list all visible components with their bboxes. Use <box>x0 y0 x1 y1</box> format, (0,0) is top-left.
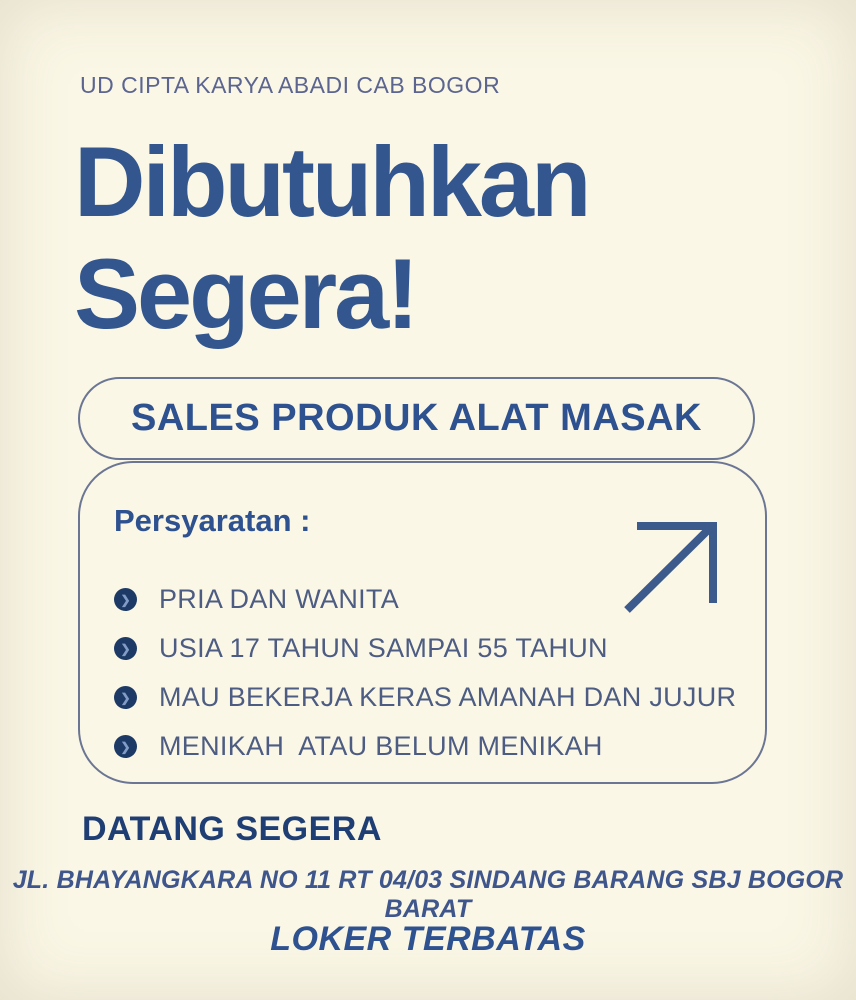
chevron-bullet-icon: ❯ <box>114 588 137 611</box>
address-line: JL. BHAYANGKARA NO 11 RT 04/03 SINDANG BARANG SBJ BOGOR BARAT <box>12 866 844 923</box>
position-label: SALES PRODUK ALAT MASAK <box>131 397 702 439</box>
list-item <box>114 673 736 722</box>
list-item <box>114 722 736 771</box>
requirement-text: PRIA DAN WANITA <box>159 584 400 614</box>
requirements-title: Persyaratan : <box>114 503 311 538</box>
footer-note: LOKER TERBATAS <box>270 920 586 958</box>
company-name: UD CIPTA KARYA ABADI CAB BOGOR <box>80 72 501 98</box>
headline <box>74 126 588 350</box>
requirement-text: USIA 17 TAHUN SAMPAI 55 TAHUN <box>159 633 608 663</box>
chevron-bullet-icon: ❯ <box>114 637 137 660</box>
call-to-action: DATANG SEGERA <box>82 810 382 848</box>
requirement-text: MAU BEKERJA KERAS AMANAH DAN JUJUR <box>159 682 737 712</box>
requirements-box <box>78 461 767 784</box>
chevron-bullet-icon: ❯ <box>114 686 137 709</box>
headline-line-2: Segera! <box>74 237 417 349</box>
position-pill <box>78 377 755 460</box>
list-item <box>114 624 736 673</box>
requirements-list <box>114 575 736 771</box>
headline-line-1: Dibutuhkan <box>74 126 589 237</box>
list-item <box>114 575 736 624</box>
requirement-text: MENIKAH ATAU BELUM MENIKAH <box>159 731 603 761</box>
chevron-bullet-icon: ❯ <box>114 735 137 758</box>
